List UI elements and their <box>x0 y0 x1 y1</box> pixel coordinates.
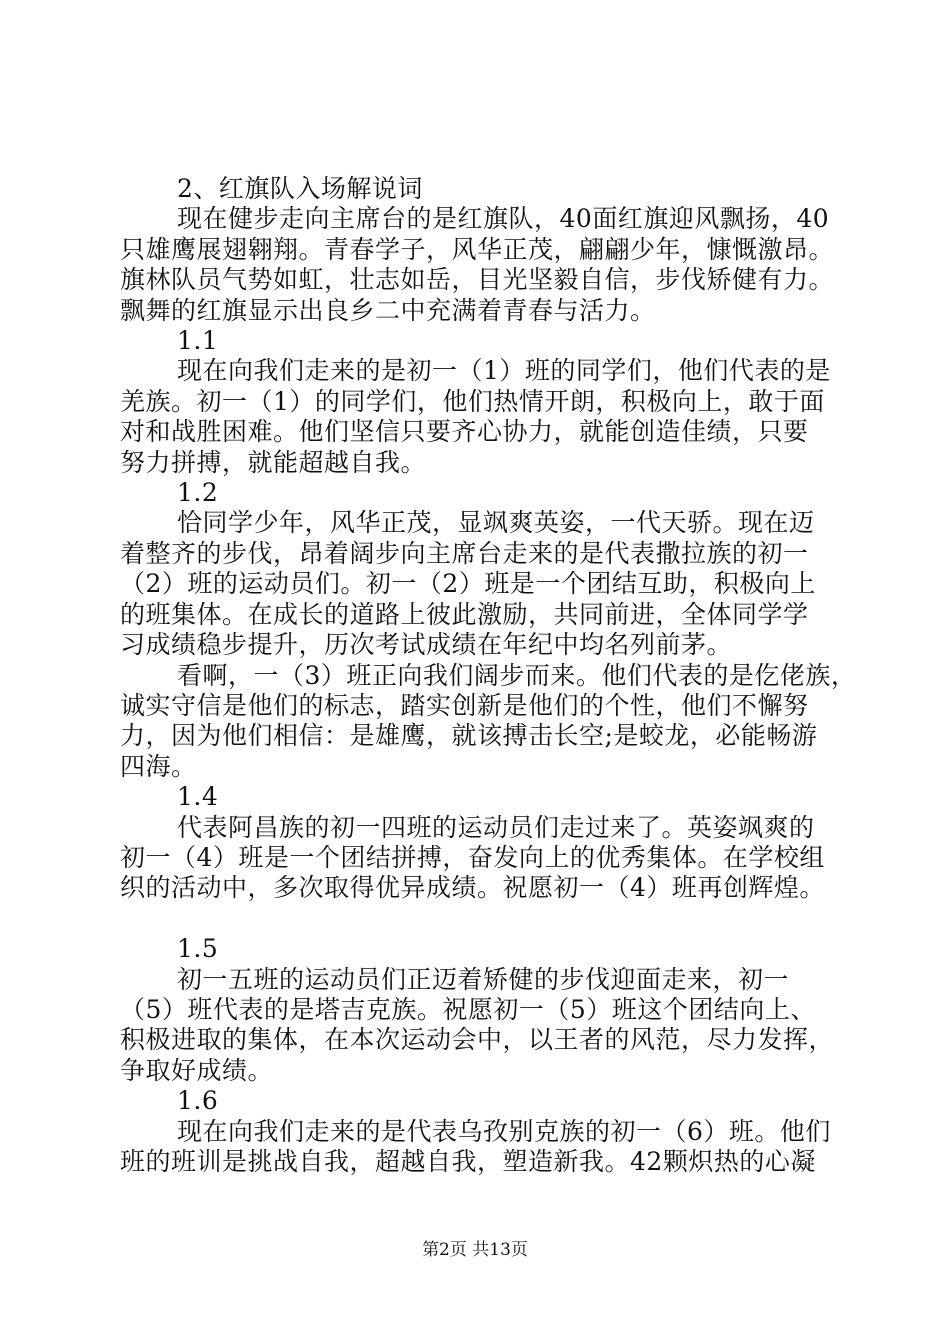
text-line: 现在向我们走来的是初一（1）班的同学们，他们代表的是 <box>177 356 831 386</box>
text-line: 看啊，一（3）班正向我们阔步而来。他们代表的是仡佬族， <box>177 660 857 690</box>
text-line: 努力拼搏，就能超越自我。 <box>120 447 427 477</box>
text-line: 对和战胜困难。他们坚信只要齐心协力，就能创造佳绩，只要 <box>120 417 809 447</box>
text-line: 恰同学少年，风华正茂，显飒爽英姿，一代天骄。现在迈 <box>177 508 815 538</box>
text-line: 四海。 <box>120 751 197 781</box>
page-footer: 第2页 共13页 <box>422 1240 528 1260</box>
text-line: 2、红旗队入场解说词 <box>177 174 423 203</box>
text-line: 1.6 <box>177 1086 219 1116</box>
blank-line <box>120 904 845 934</box>
text-line: 只雄鹰展翅翱翔。青春学子，风华正茂，翩翩少年，慷慨激昂。 <box>120 234 835 264</box>
text-line: 1.1 <box>177 326 219 356</box>
text-line: 争取好成绩。 <box>120 1055 274 1085</box>
text-line: 着整齐的步伐，昂着阔步向主席台走来的是代表撒拉族的初一 <box>120 538 809 568</box>
text-line: 积极进取的集体，在本次运动会中，以王者的风范，尽力发挥， <box>120 1025 835 1055</box>
text-line: 诚实守信是他们的标志，踏实创新是他们的个性，他们不懈努 <box>120 690 809 720</box>
text-line: 现在健步走向主席台的是红旗队，40面红旗迎风飘扬，40 <box>177 204 830 234</box>
text-line: 代表阿昌族的初一四班的运动员们走过来了。英姿飒爽的 <box>177 812 815 842</box>
text-line: 羌族。初一（1）的同学们，他们热情开朗，积极向上，敢于面 <box>120 386 825 416</box>
text-line: 1.5 <box>177 934 219 964</box>
text-line: 旗林队员气势如虹，壮志如岳，目光坚毅自信，步伐矫健有力。 <box>120 265 835 295</box>
text-line: 织的活动中，多次取得优异成绩。祝愿初一（4）班再创辉煌。 <box>120 873 825 903</box>
text-line: 1.4 <box>177 782 219 812</box>
document-body <box>120 174 857 1177</box>
text-line: 力，因为他们相信：是雄鹰，就该搏击长空;是蛟龙，必能畅游 <box>120 721 818 751</box>
text-line: 的班集体。在成长的道路上彼此激励，共同前进，全体同学学 <box>120 599 809 629</box>
text-line: 班的班训是挑战自我，超越自我，塑造新我。42颗炽热的心凝 <box>120 1146 816 1176</box>
text-line: 习成绩稳步提升，历次考试成绩在年纪中均名列前茅。 <box>120 630 733 660</box>
text-line: （5）班代表的是塔吉克族。祝愿初一（5）班这个团结向上、 <box>120 994 816 1024</box>
text-line: 初一（4）班是一个团结拼搏，奋发向上的优秀集体。在学校组 <box>120 842 825 872</box>
text-line: 1.2 <box>177 478 219 508</box>
text-line: 现在向我们走来的是代表乌孜别克族的初一（6）班。他们 <box>177 1116 831 1146</box>
text-line: 初一五班的运动员们正迈着矫健的步伐迎面走来，初一 <box>177 964 790 994</box>
text-line: 飘舞的红旗显示出良乡二中充满着青春与活力。 <box>120 295 656 325</box>
text-line: （2）班的运动员们。初一（2）班是一个团结互助，积极向上 <box>120 569 816 599</box>
